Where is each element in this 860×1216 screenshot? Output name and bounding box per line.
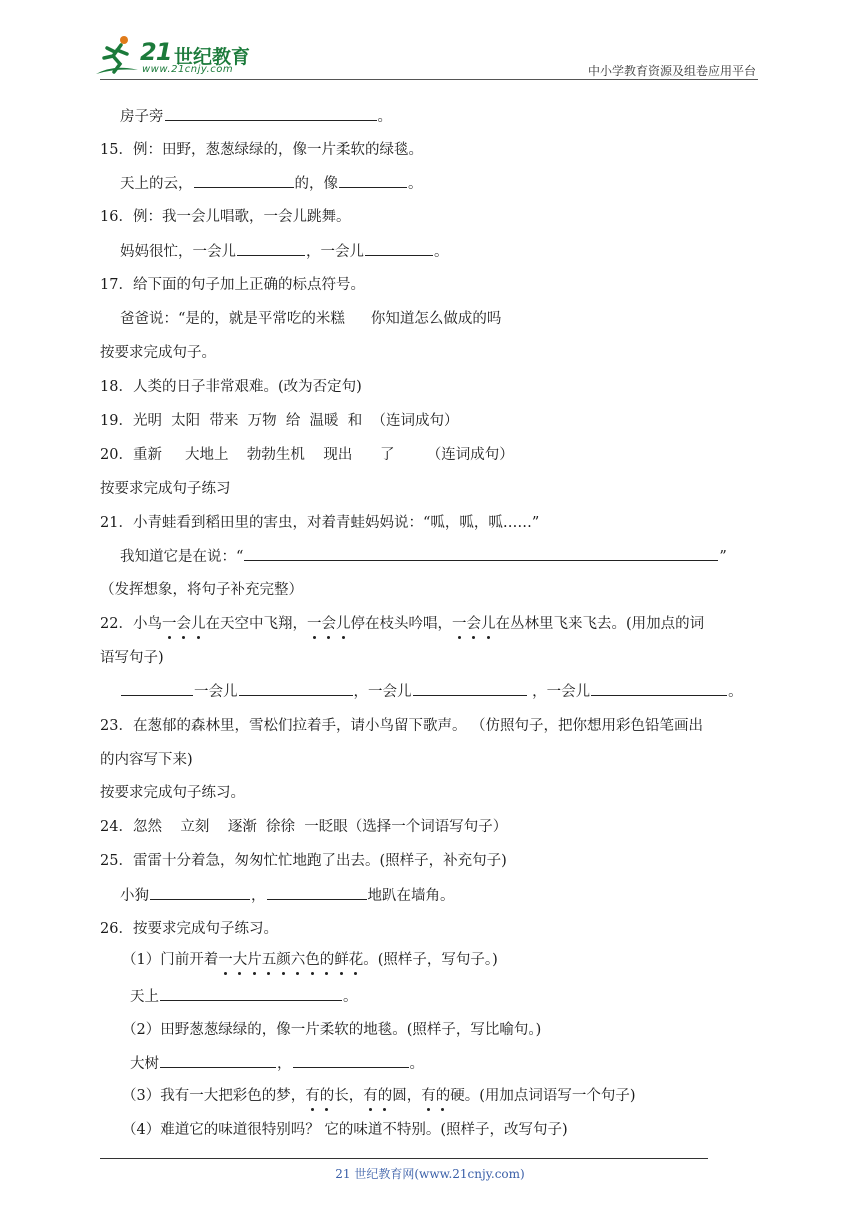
dotted-phrase (421, 1088, 450, 1104)
dotted-char: 的 (319, 1088, 335, 1104)
text: （1）门前开着 (122, 952, 219, 968)
footer-rule (100, 1158, 708, 1159)
blank[interactable] (239, 681, 353, 696)
dotted-char: 一 (451, 616, 467, 632)
text: 圆， (392, 1088, 422, 1104)
logo (94, 34, 264, 80)
blank[interactable] (267, 885, 367, 900)
text: 大树 (130, 1056, 159, 1072)
q23-cont: 的内容写下来) (100, 752, 193, 768)
dotted-char: 六 (290, 952, 306, 968)
blank[interactable] (121, 681, 193, 696)
text: （3）我有一大把彩色的梦， (122, 1088, 306, 1104)
text: ， (251, 888, 266, 904)
text: 。 (377, 109, 392, 125)
text: 爸爸说：“是的，就是平常吃的米糕 (120, 311, 345, 327)
text: 小狗 (120, 888, 149, 904)
q24: 24．忽然 立刻 逐渐 徐徐 一眨眼（选择一个词语写句子） (100, 819, 508, 835)
text: 长， (334, 1088, 364, 1104)
q26-3 (122, 1086, 636, 1106)
q22-answer-line (120, 681, 743, 702)
blank[interactable] (293, 1053, 409, 1068)
text: 硬。(用加点词语写一个句子) (450, 1088, 636, 1104)
q25-answer-line (120, 885, 455, 906)
logo-title: 世纪教育 (174, 46, 251, 68)
text: 你知道怎么做成的吗 (370, 311, 502, 327)
q17-sentence (120, 309, 501, 329)
dotted-char: 会 (176, 616, 191, 632)
text: 。 (343, 989, 358, 1005)
q15: 15．例：田野，葱葱绿绿的，像一片柔软的绿毯。 (100, 142, 423, 158)
section-heading: 按要求完成句子。 (100, 345, 216, 361)
blank[interactable] (339, 173, 407, 188)
text: 。 (728, 684, 743, 700)
q20: 20．重新 大地上 勃勃生机 现出 了 （连词成句） (100, 447, 514, 463)
q15-answer-line (120, 173, 423, 194)
dotted-char: 会 (321, 616, 336, 632)
text: 在天空中飞翔， (205, 616, 307, 632)
logo-url: www.21cnjy.com (142, 64, 234, 75)
text: 妈妈很忙，一会儿 (120, 244, 236, 260)
logo-number: 21 (140, 38, 172, 66)
q26-2-answer-line (130, 1053, 424, 1074)
blank[interactable] (165, 106, 377, 121)
dotted-char: 颜 (276, 952, 291, 968)
q23: 23．在葱郁的森林里，雪松们拉着手，请小鸟留下歌声。 （仿照句子，把你想用彩色铅笔画出 (100, 718, 704, 734)
blank[interactable] (150, 885, 250, 900)
text: 。(照样子，写句子。) (363, 952, 498, 968)
text: 。 (434, 244, 449, 260)
text: 的，像 (294, 176, 338, 192)
q26-1-answer-line (130, 986, 358, 1007)
dotted-phrase (218, 952, 363, 968)
dotted-char: 一 (161, 616, 177, 632)
text: 。 (409, 1056, 424, 1072)
page-header (0, 0, 860, 80)
q14-answer-line (120, 106, 392, 127)
blank[interactable] (160, 1053, 276, 1068)
dotted-char: 会 (466, 616, 481, 632)
dotted-char: 鲜 (334, 952, 349, 968)
text: 我知道它是在说：“ (120, 549, 244, 565)
dotted-char: 一 (218, 952, 233, 968)
dotted-char: 的 (319, 952, 335, 968)
blank[interactable] (237, 241, 305, 256)
dotted-char: 五 (261, 952, 277, 968)
blank[interactable] (244, 546, 718, 561)
q16-answer-line (120, 241, 449, 262)
blank[interactable] (591, 681, 727, 696)
q26-4: （4）难道它的味道很特别吗？ 它的味道不特别。(照样子，改写句子) (122, 1122, 568, 1138)
text: 天上的云， (120, 176, 193, 192)
dotted-char: 儿 (480, 616, 496, 632)
text: ，一会儿 (527, 684, 591, 700)
platform-text: 中小学教育资源及组卷应用平台 (587, 64, 756, 78)
text: ” (719, 549, 727, 565)
blank[interactable] (365, 241, 433, 256)
dotted-char: 的 (435, 1088, 451, 1104)
dotted-char: 儿 (190, 616, 206, 632)
header-rule (100, 79, 758, 80)
text: 天上 (130, 989, 159, 1005)
q22-cont: 语写句子) (100, 650, 164, 666)
dotted-char: 色 (305, 952, 320, 968)
text: 一会儿 (194, 684, 238, 700)
text: ，一会儿 (306, 244, 364, 260)
footer-text: 21 世纪教育网(www.21cnjy.com) (335, 1167, 525, 1181)
q17: 17．给下面的句子加上正确的标点符号。 (100, 277, 365, 293)
dotted-char: 有 (363, 1088, 378, 1104)
dotted-char: 儿 (335, 616, 351, 632)
dotted-char: 有 (421, 1088, 436, 1104)
q18: 18．人类的日子非常艰难。(改为否定句) (100, 379, 362, 395)
text: 停在枝头吟唱， (350, 616, 452, 632)
dotted-char: 有 (305, 1088, 320, 1104)
q21-note: （发挥想象，将句子补充完整） (100, 582, 303, 598)
q25: 25．雷雷十分着急，匆匆忙忙地跑了出去。(照样子，补充句子) (100, 853, 507, 869)
dotted-char: 一 (306, 616, 322, 632)
text: ， (277, 1056, 292, 1072)
q16: 16．例：我一会儿唱歌，一会儿跳舞。 (100, 209, 351, 225)
q21: 21．小青蛙看到稻田里的害虫，对着青蛙妈妈说：“呱，呱，呱……” (100, 515, 540, 531)
dotted-phrase (305, 1088, 334, 1104)
dotted-char: 片 (247, 952, 262, 968)
blank[interactable] (413, 681, 527, 696)
dotted-char: 大 (232, 952, 248, 968)
q26-2: （2）田野葱葱绿绿的，像一片柔软的地毯。(照样子，写比喻句。) (122, 1022, 542, 1038)
text: ，一会儿 (353, 684, 412, 700)
blank[interactable] (160, 986, 342, 1001)
text: 地趴在墙角。 (367, 888, 455, 904)
q26-1 (122, 950, 498, 970)
text: 在丛林里飞来飞去。(用加点的词 (495, 616, 705, 632)
dotted-phrase (363, 1088, 392, 1104)
dotted-char: 的 (377, 1088, 393, 1104)
dotted-char: 花 (348, 952, 364, 968)
q26: 26．按要求完成句子练习。 (100, 921, 278, 937)
runner-logo-icon (94, 34, 140, 78)
q21-answer-line (120, 546, 727, 567)
q19: 19．光明 太阳 带来 万物 给 温暖 和 （连词成句） (100, 413, 459, 429)
q22 (100, 614, 704, 634)
section-heading: 按要求完成句子练习 (100, 481, 231, 497)
text: 22．小鸟 (100, 616, 162, 632)
text: 。 (408, 176, 423, 192)
blank[interactable] (194, 173, 294, 188)
section-heading: 按要求完成句子练习。 (100, 785, 245, 801)
text: 房子旁 (120, 109, 164, 125)
